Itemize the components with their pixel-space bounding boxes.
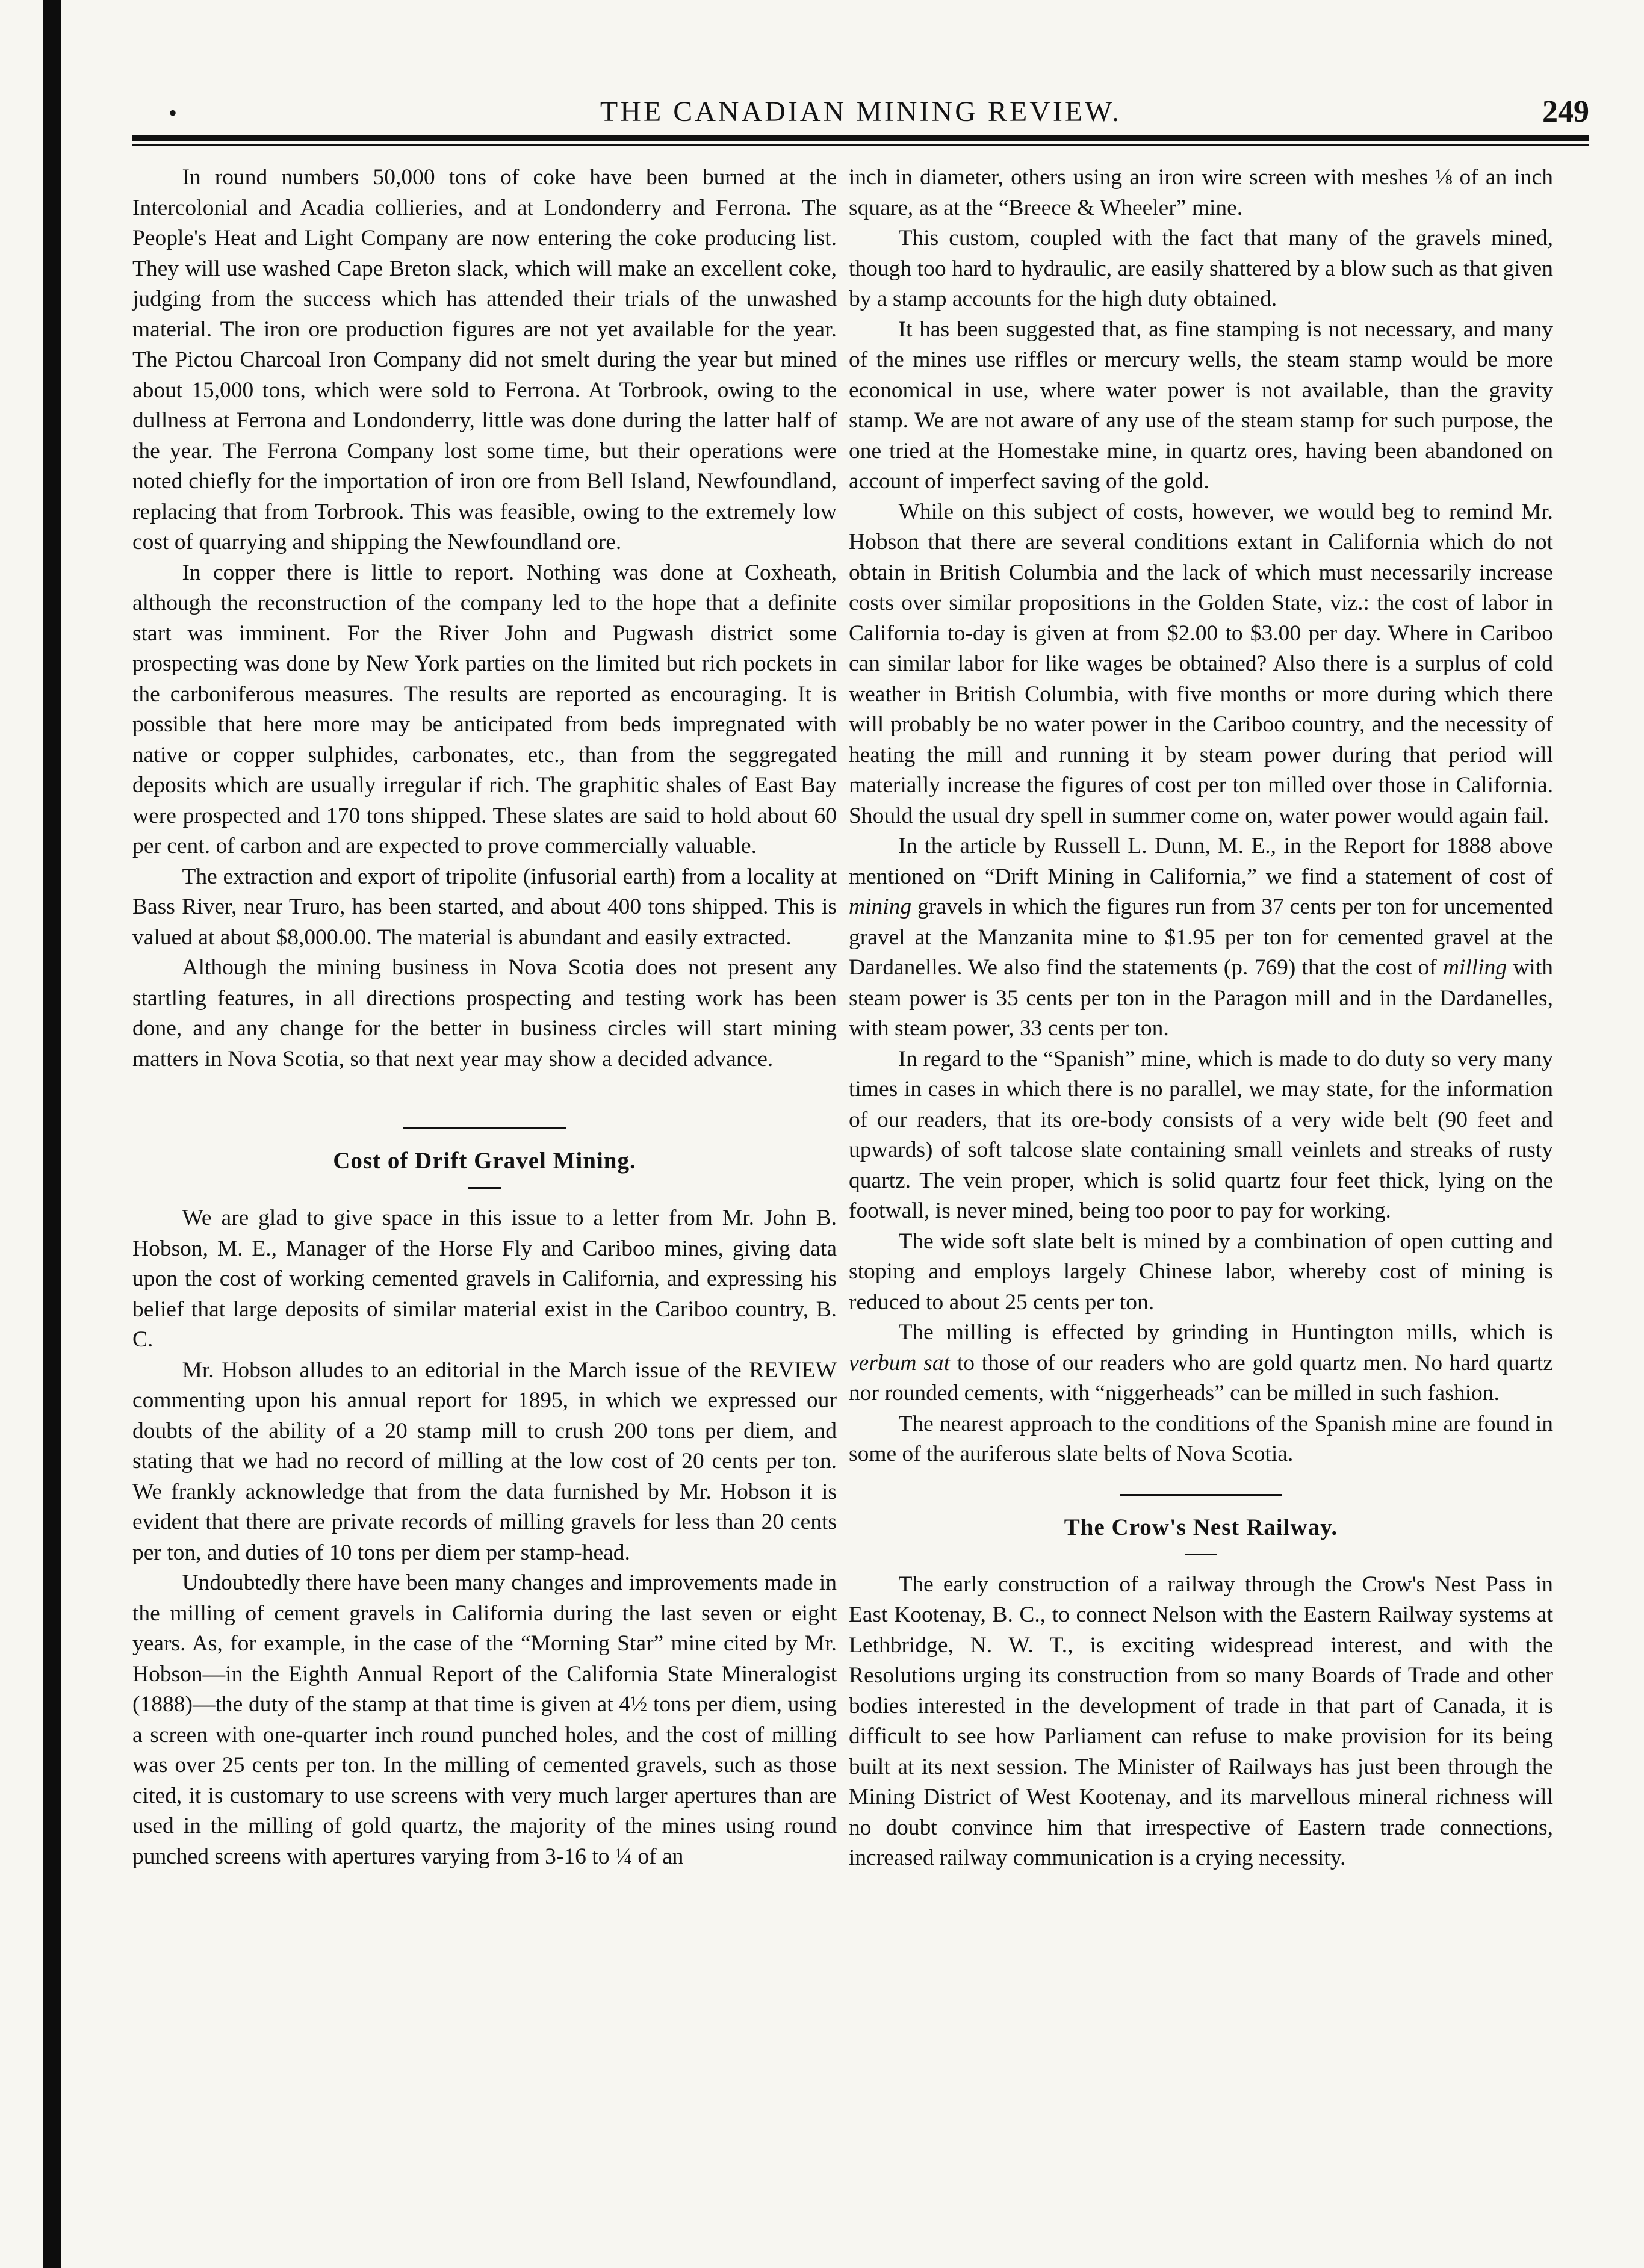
header-rule-thin [132, 144, 1589, 146]
paragraph-huntington-mills [849, 1318, 1553, 1409]
section-heading-crows-nest: The Crow's Nest Railway. [1064, 1514, 1338, 1540]
header-rule-thick [132, 135, 1589, 141]
paragraph-custom: This custom, coupled with the fact that many of the gravels mined, though too hard to hydraulic, are easily shattered by a blow such as that given by a stamp accounts for the high duty obtained. [849, 226, 1553, 311]
paragraph-dunn-report [849, 831, 1553, 1044]
dunn-text-c: with steam power is 35 cents per ton in the Paragon mill and in the Dardanelles, with steam power, 33 cents per ton. [849, 955, 1554, 1041]
paragraph-screen-continuation: inch in diameter, others using an iron wire screen with meshes ⅛ of an inch square, as at the “Breece & Wheeler” mine. [849, 165, 1553, 220]
paragraph-copper: In copper there is little to report. Nothing was done at Coxheath, although the reconstruction of the company led to the hope that a definite start was imminent. For the River John and Pugwash district some prospecting was done by New York parties on the limited but rich pockets in the carboniferous measures. The results are reported as encouraging. It is possible that here more may be anticipated from beds impregnated with native or copper sulphides, carbonates, etc., than from the seggregated deposits which are usually irregular if rich. The graphitic shales of East Bay were prospected and 170 tons shipped. These slates are said to hold about 60 per cent. of carbon and are expected to prove commercially valuable. [132, 560, 837, 858]
page-binding-edge [43, 0, 61, 2268]
section-heading-drift-gravel: Cost of Drift Gravel Mining. [333, 1148, 636, 1174]
milling-text-b: to those of our readers who are gold quartz men. No hard quartz nor rounded cements, with “niggerheads” can be milled in such fashion. [849, 1350, 1553, 1405]
page-header [132, 90, 1589, 132]
left-column [132, 163, 837, 1872]
milling-italic-verbum-sat: verbum sat [849, 1350, 951, 1375]
paragraph-steam-stamp: It has been suggested that, as fine stamping is not necessary, and many of the mines use riffles or mercury wells, the steam stamp would be more economical in use, where water power is not available, than the gravity stamp. We are not aware of any use of the steam stamp for such purpose, the one tried at the Homestake mine, in quartz ores, having been abandoned on account of imperfect saving of the gold. [849, 317, 1553, 494]
paragraph-hobson-letter: We are glad to give space in this issue to a letter from Mr. John B. Hobson, M. E., Manager of the Horse Fly and Cariboo mines, giving data upon the cost of working cemented gravels in California, and expressing his belief that large deposits of similar material exist in the Cariboo country, B. C. [132, 1206, 837, 1352]
paragraph-spanish-mine: In regard to the “Spanish” mine, which is made to do duty so very many times in cases in which there is no parallel, we may state, for the information of our readers, that its ore-body consists of a very wide belt (90 feet and upwards) of soft talcose slate containing small veinlets and streaks of rusty quartz. The vein proper, which is solid quartz four feet thick, lying on the footwall, is never mined, being too poor to pay for working. [849, 1046, 1553, 1223]
paragraph-tripolite: The extraction and export of tripolite (infusorial earth) from a locality at Bass River, near Truro, has been started, and about 400 tons shipped. This is valued at about $8,000.00. The material is abundant and easily extracted. [132, 864, 837, 950]
dunn-text-b: gravels in which the figures run from 37 cents per ton for uncemented gravel at the Manzanita mine to $1.95 per ton for cemented gravel at the Dardanelles. We also find the statements (p. 769) that the cost of [849, 894, 1553, 980]
paragraph-coke-iron: In round numbers 50,000 tons of coke have been burned at the Intercolonial and Acadia collieries, and at Londonderry and Ferrona. The People's Heat and Light Company are now entering the coke producing list. They will use washed Cape Breton slack, which will make an excellent coke, judging from the success which has attended their trials of the unwashed material. The iron ore production figures are not yet available for the year. The Pictou Charcoal Iron Company did not smelt during the year but mined about 15,000 tons, which were sold to Ferrona. At Torbrook, owing to the dullness at Ferrona and Londonderry, little was done during the latter half of the year. The Ferrona Company lost some time, but their operations were noted chiefly for the importation of iron ore from Bell Island, Newfoundland, replacing that from Torbrook. This was feasible, owing to the extremely low cost of quarrying and shipping the Newfoundland ore. [132, 165, 837, 554]
paragraph-nearest-approach: The nearest approach to the conditions of the Spanish mine are found in some of the auriferous slate belts of Nova Scotia. [849, 1411, 1553, 1466]
dunn-text-a: In the article by Russell L. Dunn, M. E., in the Report for 1888 above mentioned on “Drift Mining in California,” we find a statement of cost of [849, 834, 1553, 889]
header-mark: • [169, 99, 178, 126]
paragraph-hobson-editorial: Mr. Hobson alludes to an editorial in the March issue of the REVIEW commenting upon his annual report for 1895, in which we expressed our doubts of the ability of a 20 stamp mill to crush 200 tons per diem, and stating that we had no record of milling at the low cost of 20 cents per ton. We frankly acknowledge that from the data furnished by Mr. Hobson it is evident that there are private records of milling gravels for less than 20 cents per ton, and duties of 10 tons per diem per stamp-head. [132, 1357, 837, 1565]
dunn-italic-milling: milling [1442, 955, 1507, 980]
paragraph-cement-gravels: Undoubtedly there have been many changes and improvements made in the milling of cement gravels in California during the last seven or eight years. As, for example, in the case of the “Morning Star” mine cited by Mr. Hobson—in the Eighth Annual Report of the California State Mineralogist (1888)—the duty of the stamp at that time is given at 4½ tons per diem, using a screen with one-quarter inch round punched holes, and the cost of milling was over 25 cents per ton. In the milling of cemented gravels, such as those cited, it is customary to use screens with very much larger apertures than are used in the milling of gold quartz, the majority of the mines using round punched screens with apertures varying from 3-16 to ¼ of an [132, 1570, 837, 1869]
page-number: 249 [1542, 94, 1589, 129]
right-column [849, 163, 1553, 1874]
journal-title: THE CANADIAN MINING REVIEW. [600, 96, 1122, 128]
paragraph-slate-belt: The wide soft slate belt is mined by a combination of open cutting and stoping and employs largely Chinese labor, whereby cost of mining is reduced to about 25 cents per ton. [849, 1228, 1553, 1315]
dunn-italic-mining: mining [849, 894, 912, 919]
paragraph-nova-scotia-outlook: Although the mining business in Nova Scotia does not present any startling features, in all directions prospecting and testing work has been done, and any change for the better in business circles will start mining matters in Nova Scotia, so that next year may show a decided advance. [132, 955, 837, 1071]
paragraph-crows-nest-railway: The early construction of a railway through the Crow's Nest Pass in East Kootenay, B. C., to connect Nelson with the Eastern Railway systems at Lethbridge, N. W. T., is exciting widespread interest, and with the Resolutions urging its construction from so many Boards of Trade and other bodies interested in the development of trade in that part of Canada, it is difficult to see how Parliament can refuse to make provision for its being built at its next session. The Minister of Railways has just been through the Mining District of West Kootenay, and its marvellous mineral richness will no doubt convince him that irrespective of Eastern trade connections, increased railway communication is a crying necessity. [849, 1572, 1553, 1870]
paragraph-costs-reminder: While on this subject of costs, however, we would beg to remind Mr. Hobson that there are several conditions extant in California which do not obtain in British Columbia and the lack of which must necessarily increase costs over similar propositions in the Golden State, viz.: the cost of labor in California to-day is given at from $2.00 to $3.00 per day. Where in Cariboo can similar labor for like wages be obtained? Also there is a surplus of cold weather in British Columbia, with five months or more during which there will probably be no water power in the Cariboo country, and the necessity of heating the mill and running it by steam power during that period will materially increase the figures of cost per ton milled over those in California. Should the usual dry spell in summer come on, water power would again fail. [849, 499, 1553, 828]
milling-text-a: The milling is effected by grinding in Huntington mills, which is [898, 1320, 1553, 1345]
